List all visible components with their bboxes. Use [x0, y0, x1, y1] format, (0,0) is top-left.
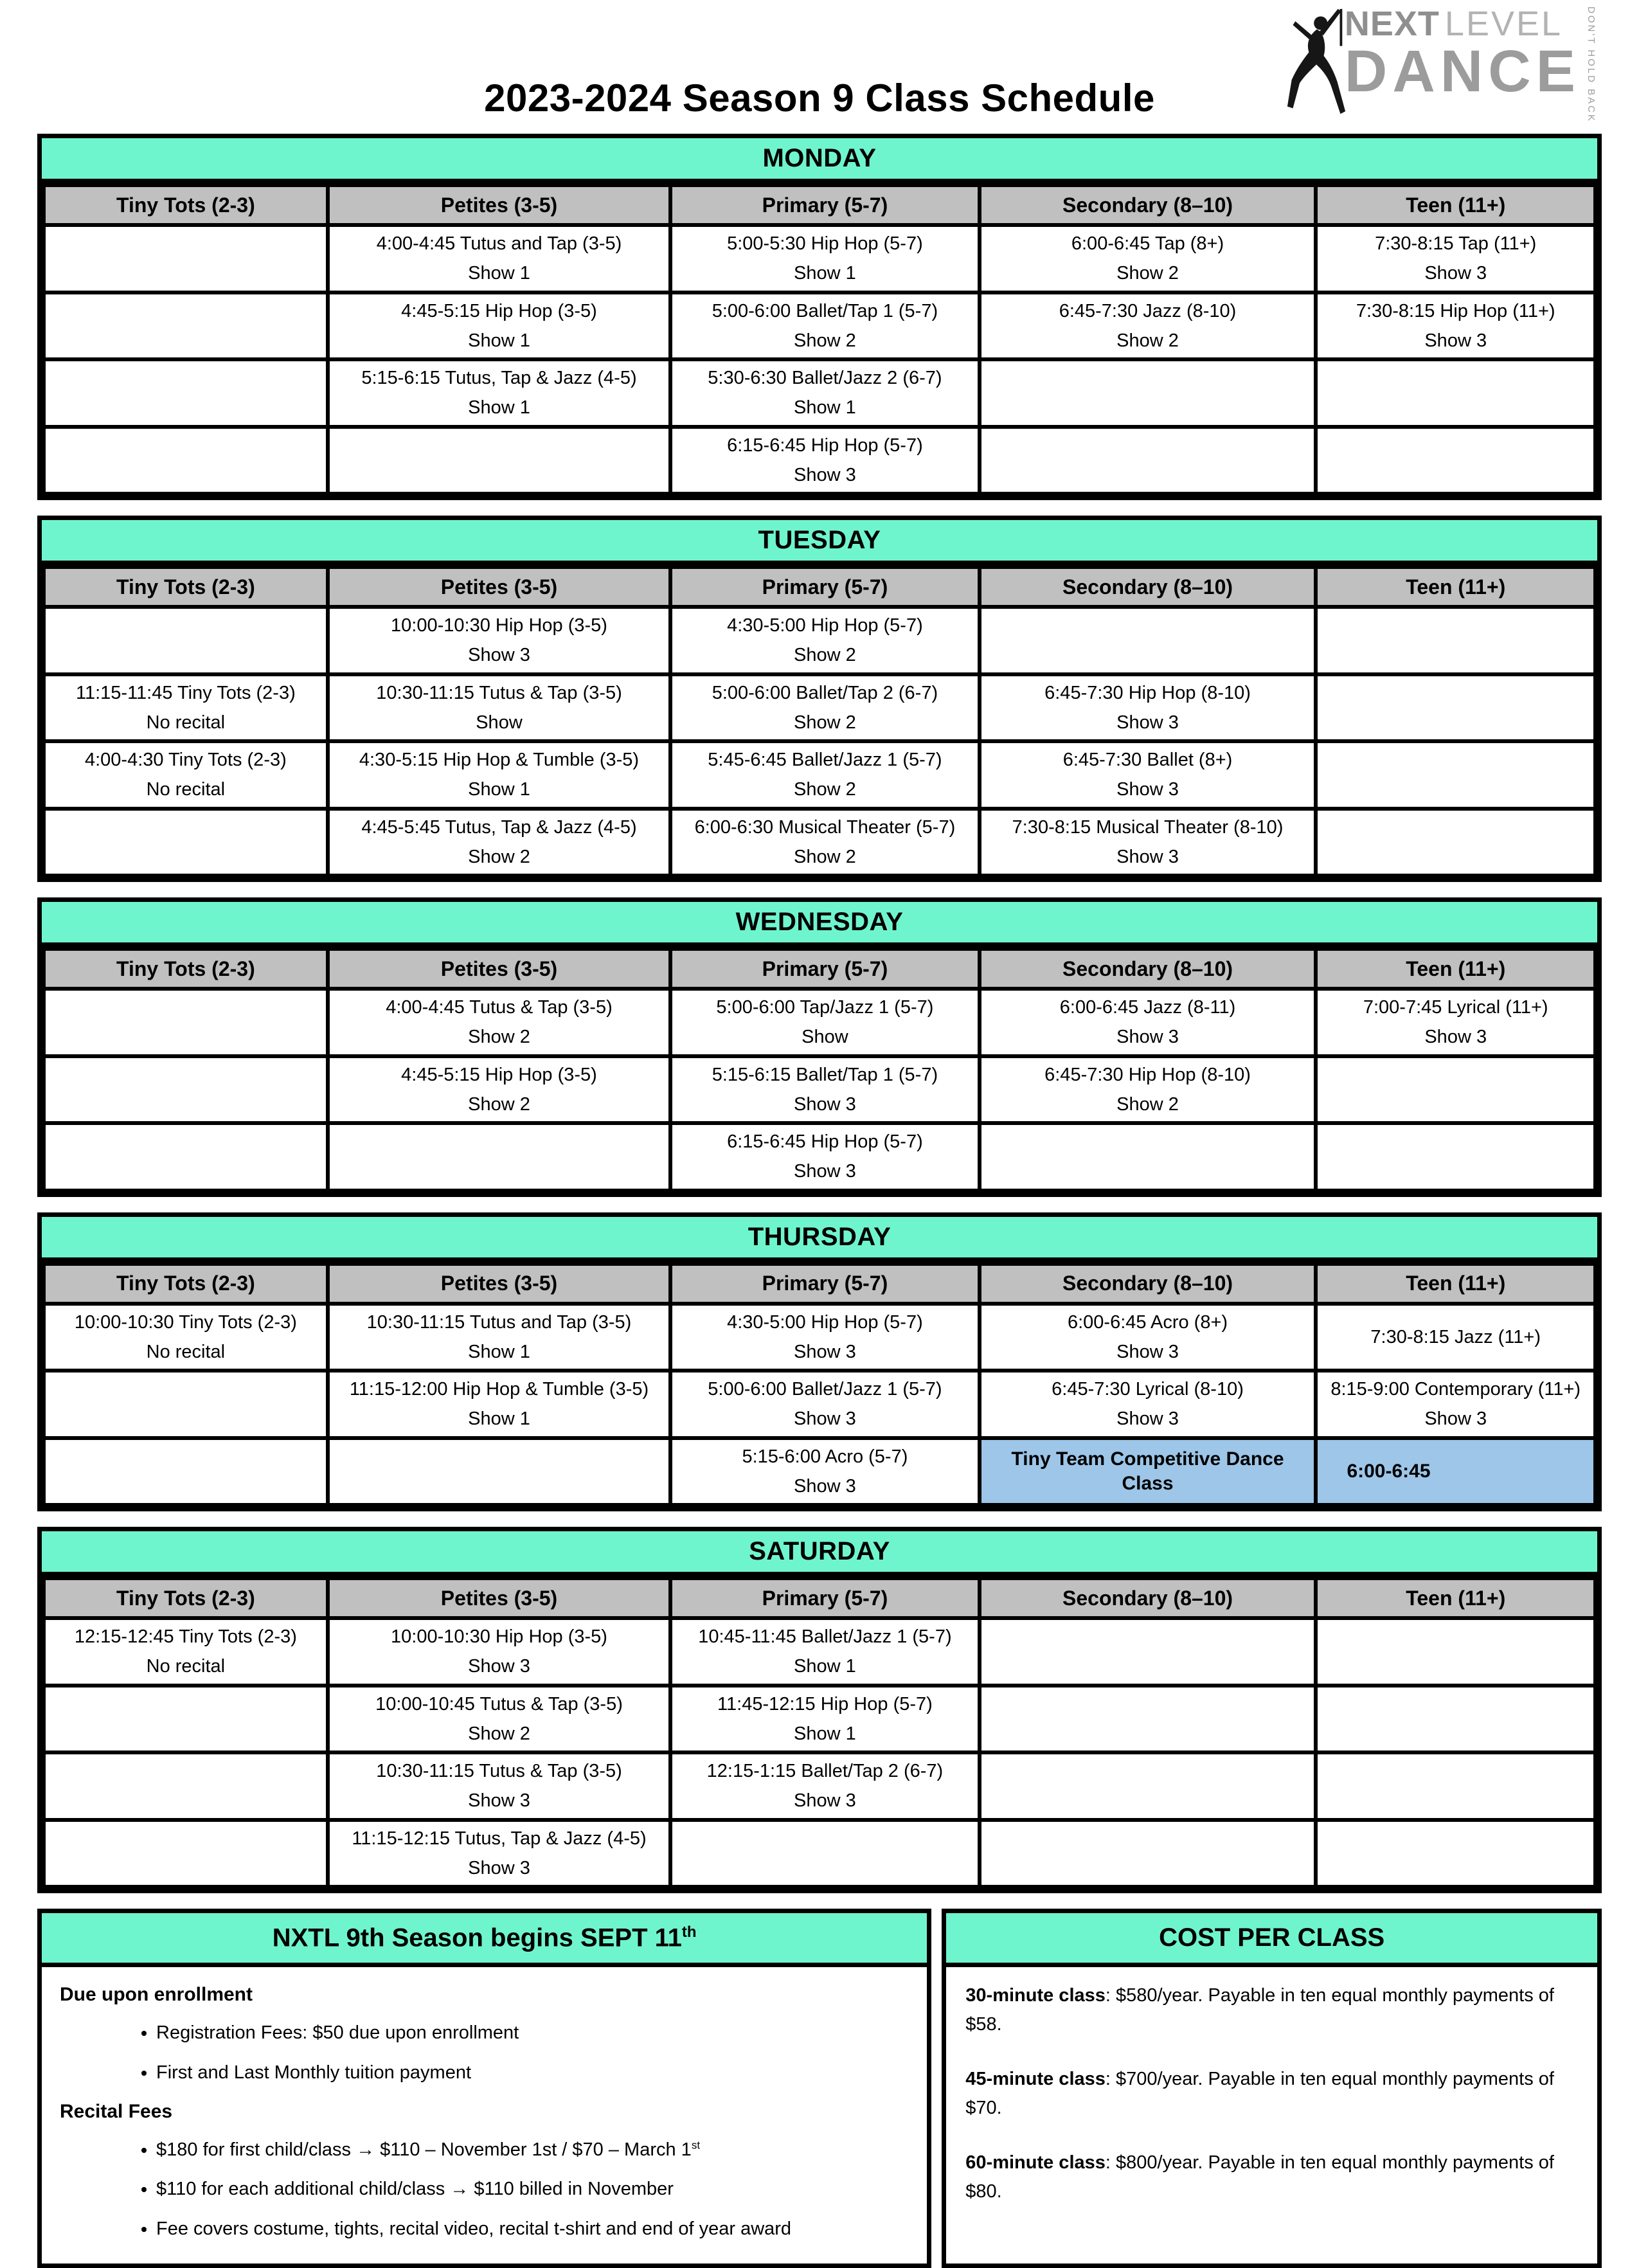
class-show-label: Show 1	[468, 1408, 530, 1430]
schedule-row	[44, 1752, 1595, 1820]
schedule-row	[44, 1371, 1595, 1438]
class-time-name: 6:00-6:45 Jazz (8-11)	[1059, 997, 1236, 1018]
class-cell	[670, 225, 979, 292]
class-cell	[328, 607, 670, 674]
class-cell	[670, 1686, 979, 1753]
class-cell	[670, 1123, 979, 1191]
class-cell	[44, 741, 328, 809]
class-cell	[328, 1686, 670, 1753]
class-time-name: 7:30-8:15 Jazz (11+)	[1370, 1326, 1541, 1347]
col-header-petites: Petites (3-5)	[328, 185, 670, 225]
class-show-label: Show 3	[1116, 1341, 1179, 1362]
class-time-name: 12:15-12:45 Tiny Tots (2-3)	[74, 1626, 297, 1647]
class-show-label: Show 3	[794, 1475, 856, 1497]
class-show-label: Show 2	[468, 1723, 530, 1744]
class-time-name: 10:30-11:15 Tutus and Tap (3-5)	[366, 1311, 632, 1333]
empty-cell	[1316, 1752, 1595, 1820]
class-show-label: Show 1	[794, 1656, 856, 1677]
class-cell	[670, 1752, 979, 1820]
class-cell	[44, 1304, 328, 1371]
class-show-label: Show 3	[794, 1341, 856, 1362]
class-cell	[670, 427, 979, 494]
cost-box-content	[946, 1967, 1597, 2238]
class-show-label: Show 1	[468, 1341, 530, 1362]
class-time-name: 10:00-10:30 Tiny Tots (2-3)	[74, 1311, 297, 1333]
schedule-row	[44, 1123, 1595, 1191]
class-show-label: Show 2	[468, 1027, 530, 1048]
column-header-row	[44, 949, 1595, 989]
class-show-label: Show 1	[794, 263, 856, 284]
class-show-label: Show 3	[1116, 1027, 1179, 1048]
class-cell	[1316, 292, 1595, 360]
class-show-label: Show 2	[794, 712, 856, 733]
schedule-row	[44, 674, 1595, 742]
empty-cell	[1316, 1618, 1595, 1686]
class-show-label: Show 3	[794, 1408, 856, 1430]
empty-cell	[1316, 1820, 1595, 1887]
class-show-label: No recital	[146, 1656, 226, 1677]
empty-cell	[980, 1618, 1316, 1686]
col-header-primary: Primary (5-7)	[670, 567, 979, 607]
fee-section-heading: Due upon enrollment	[60, 1984, 253, 2006]
empty-cell	[1316, 741, 1595, 809]
fee-section-heading: Recital Fees	[60, 2100, 173, 2122]
schedule-row	[44, 607, 1595, 674]
class-cell	[328, 1304, 670, 1371]
class-cell	[328, 1056, 670, 1124]
cost-item: 30-minute class: $580/year. Payable in ten equal monthly payments of $58.	[965, 1985, 1554, 2035]
class-time-name: 7:30-8:15 Hip Hop (11+)	[1356, 300, 1555, 321]
class-show-label: Show 1	[468, 330, 530, 351]
enrollment-box-content	[42, 1967, 927, 2263]
empty-cell	[328, 427, 670, 494]
col-header-teen: Teen (11+)	[1316, 949, 1595, 989]
enrollment-info-box	[37, 1909, 931, 2268]
class-cell	[328, 1820, 670, 1887]
empty-cell	[44, 1820, 328, 1887]
empty-cell	[1316, 607, 1595, 674]
col-header-secondary: Secondary (8–10)	[980, 567, 1316, 607]
day-banner: TUESDAY	[42, 520, 1597, 565]
class-show-label: Show 2	[468, 1094, 530, 1115]
schedule-row	[44, 427, 1595, 494]
class-time-name: 6:45-7:30 Ballet (8+)	[1062, 750, 1233, 770]
schedule-row	[44, 359, 1595, 427]
class-cell	[980, 989, 1316, 1056]
col-header-tiny-tots: Tiny Tots (2-3)	[44, 567, 328, 607]
class-show-label: Show 3	[468, 645, 530, 666]
day-banner: WEDNESDAY	[42, 902, 1597, 947]
schedule-row	[44, 225, 1595, 292]
class-show-label: Show 1	[468, 263, 530, 284]
class-cell	[670, 741, 979, 809]
logo-dance: DANCE	[1344, 39, 1581, 104]
class-show-label: Show 3	[794, 1790, 856, 1812]
empty-cell	[1316, 809, 1595, 876]
day-table-tuesday	[37, 516, 1602, 882]
day-banner: SATURDAY	[42, 1531, 1597, 1576]
col-header-petites: Petites (3-5)	[328, 567, 670, 607]
schedule-table	[42, 1576, 1597, 1889]
class-cell	[328, 741, 670, 809]
class-time-name: 4:30-5:00 Hip Hop (5-7)	[727, 615, 923, 636]
empty-cell	[44, 1752, 328, 1820]
class-time-name: 11:15-12:00 Hip Hop & Tumble (3-5)	[349, 1379, 649, 1400]
cost-box-title: COST PER CLASS	[946, 1913, 1597, 1967]
class-time-name: 6:45-7:30 Hip Hop (8-10)	[1044, 1064, 1251, 1085]
class-time-name: 8:15-9:00 Contemporary (11+)	[1330, 1379, 1581, 1400]
class-cell	[670, 674, 979, 742]
empty-cell	[1316, 359, 1595, 427]
col-header-primary: Primary (5-7)	[670, 185, 979, 225]
class-show-label: Show 2	[794, 645, 856, 666]
class-time-name: 11:15-11:45 Tiny Tots (2-3)	[76, 682, 296, 703]
col-header-teen: Teen (11+)	[1316, 1578, 1595, 1618]
fee-bullet: • $110 for each additional child/class → $110 billed in November	[156, 2177, 909, 2202]
schedule-row	[44, 1304, 1595, 1371]
class-time-name: 10:45-11:45 Ballet/Jazz 1 (5-7)	[698, 1626, 952, 1647]
class-show-label: Show 2	[1116, 263, 1179, 284]
empty-cell	[44, 1056, 328, 1124]
class-time-name: 5:00-6:00 Ballet/Tap 1 (5-7)	[712, 300, 938, 321]
empty-cell	[1316, 674, 1595, 742]
day-banner: MONDAY	[42, 138, 1597, 183]
class-show-label: Show 3	[468, 1857, 530, 1878]
fee-bullet: • Fee covers costume, tights, recital video, recital t-shirt and end of year award	[156, 2217, 909, 2242]
col-header-petites: Petites (3-5)	[328, 949, 670, 989]
class-cell	[328, 359, 670, 427]
class-show-label: Show 1	[468, 397, 530, 419]
column-header-row	[44, 1264, 1595, 1304]
schedule-row	[44, 1820, 1595, 1887]
empty-cell	[44, 1438, 328, 1506]
col-header-secondary: Secondary (8–10)	[980, 1578, 1316, 1618]
class-cell	[328, 225, 670, 292]
empty-cell	[1316, 427, 1595, 494]
class-time-name: 5:15-6:15 Ballet/Tap 1 (5-7)	[712, 1064, 938, 1085]
class-show-label: Show	[802, 1027, 848, 1048]
class-show-label: Show 3	[1116, 1408, 1179, 1430]
empty-cell	[44, 607, 328, 674]
class-time-name: 4:00-4:45 Tutus & Tap (3-5)	[386, 997, 613, 1018]
empty-cell	[980, 1820, 1316, 1887]
class-time-name: 4:30-5:00 Hip Hop (5-7)	[727, 1311, 923, 1333]
col-header-tiny-tots: Tiny Tots (2-3)	[44, 185, 328, 225]
empty-cell	[980, 359, 1316, 427]
class-time-name: 5:30-6:30 Ballet/Jazz 2 (6-7)	[708, 368, 942, 388]
class-time-name: 4:30-5:15 Hip Hop & Tumble (3-5)	[359, 750, 640, 770]
fee-list	[60, 2021, 909, 2085]
empty-cell	[1316, 1686, 1595, 1753]
cost-item: 60-minute class: $800/year. Payable in ten equal monthly payments of $80.	[965, 2152, 1554, 2202]
class-time-name: 6:45-7:30 Hip Hop (8-10)	[1044, 682, 1251, 703]
class-cell	[670, 1304, 979, 1371]
cost-item: 45-minute class: $700/year. Payable in ten equal monthly payments of $70.	[965, 2068, 1554, 2118]
class-time-name: 10:00-10:30 Hip Hop (3-5)	[391, 1626, 607, 1647]
class-show-label: Show 2	[794, 330, 856, 351]
class-show-label: Show 3	[1424, 1408, 1487, 1430]
class-cell	[670, 1056, 979, 1124]
class-cell	[980, 292, 1316, 360]
col-header-teen: Teen (11+)	[1316, 567, 1595, 607]
schedule-row	[44, 1618, 1595, 1686]
empty-cell	[980, 1123, 1316, 1191]
class-cell	[980, 809, 1316, 876]
class-cell	[44, 1618, 328, 1686]
fee-bullet: • $180 for first child/class → $110 – November 1st / $70 – March 1st	[156, 2138, 909, 2163]
class-cell	[980, 1438, 1316, 1506]
class-cell	[1316, 1438, 1595, 1506]
col-header-primary: Primary (5-7)	[670, 949, 979, 989]
class-time-name: 6:00-6:30 Musical Theater (5-7)	[694, 816, 956, 838]
class-cell	[44, 674, 328, 742]
class-show-label: Show 3	[468, 1656, 530, 1677]
class-cell	[980, 1304, 1316, 1371]
empty-cell	[44, 989, 328, 1056]
page-title: 2023-2024 Season 9 Class Schedule	[484, 76, 1155, 120]
logo-next: NEXT	[1344, 4, 1440, 43]
class-time-name: 11:15-12:15 Tutus, Tap & Jazz (4-5)	[352, 1828, 647, 1849]
day-banner: THURSDAY	[42, 1217, 1597, 1262]
class-time-name: 6:15-6:45 Hip Hop (5-7)	[727, 435, 923, 456]
class-show-label: No recital	[146, 712, 226, 733]
empty-cell	[44, 292, 328, 360]
class-cell	[328, 989, 670, 1056]
class-cell	[328, 1752, 670, 1820]
schedule-table	[42, 565, 1597, 878]
empty-cell	[44, 1123, 328, 1191]
empty-cell	[44, 1686, 328, 1753]
class-time-name: 10:00-10:30 Hip Hop (3-5)	[391, 615, 607, 636]
dancer-silhouette-icon	[1285, 6, 1347, 132]
empty-cell	[980, 1752, 1316, 1820]
class-cell	[980, 741, 1316, 809]
day-table-monday	[37, 134, 1602, 500]
class-cell	[980, 225, 1316, 292]
class-time-name: 4:00-4:30 Tiny Tots (2-3)	[84, 750, 287, 770]
class-cell	[980, 674, 1316, 742]
day-table-wednesday	[37, 897, 1602, 1197]
class-time-name: 11:45-12:15 Hip Hop (5-7)	[717, 1693, 933, 1715]
class-time-name: 12:15-1:15 Ballet/Tap 2 (6-7)	[706, 1761, 944, 1781]
schedule-row	[44, 1686, 1595, 1753]
logo-level: LEVEL	[1444, 4, 1563, 43]
class-show-label: Show 3	[468, 1790, 530, 1812]
class-time-name: 5:00-6:00 Ballet/Tap 2 (6-7)	[712, 682, 938, 703]
empty-cell	[1316, 1056, 1595, 1124]
empty-cell	[980, 1686, 1316, 1753]
col-header-teen: Teen (11+)	[1316, 185, 1595, 225]
col-header-primary: Primary (5-7)	[670, 1264, 979, 1304]
class-cell	[1316, 989, 1595, 1056]
class-show-label: Show 3	[1424, 330, 1487, 351]
class-cell	[980, 1056, 1316, 1124]
next-level-dance-logo	[1285, 6, 1597, 134]
class-time-name: 10:30-11:15 Tutus & Tap (3-5)	[376, 1761, 622, 1781]
class-time-name: 7:30-8:15 Tap (11+)	[1375, 233, 1537, 254]
class-time-name: 5:15-6:15 Tutus, Tap & Jazz (4-5)	[361, 368, 637, 388]
class-show-label: Show 3	[794, 1161, 856, 1182]
empty-cell	[980, 607, 1316, 674]
class-time-name: 5:45-6:45 Ballet/Jazz 1 (5-7)	[708, 750, 942, 770]
col-header-secondary: Secondary (8–10)	[980, 949, 1316, 989]
class-show-label: Show	[476, 712, 523, 733]
class-cell	[670, 292, 979, 360]
day-table-thursday	[37, 1212, 1602, 1512]
col-header-tiny-tots: Tiny Tots (2-3)	[44, 1578, 328, 1618]
class-cell	[328, 1371, 670, 1438]
class-time-name: 10:00-10:45 Tutus & Tap (3-5)	[375, 1693, 623, 1715]
schedule-row	[44, 809, 1595, 876]
schedule-row	[44, 1056, 1595, 1124]
column-header-row	[44, 185, 1595, 225]
class-cell	[328, 292, 670, 360]
class-time-name: 6:45-7:30 Jazz (8-10)	[1059, 300, 1237, 321]
col-header-teen: Teen (11+)	[1316, 1264, 1595, 1304]
fee-bullet: • First and Last Monthly tuition payment	[156, 2061, 909, 2085]
class-show-label: Show 2	[794, 779, 856, 800]
class-cell	[328, 674, 670, 742]
class-time-name: 6:45-7:30 Lyrical (8-10)	[1052, 1379, 1244, 1400]
class-time-name: 5:15-6:00 Acro (5-7)	[742, 1446, 908, 1467]
class-show-label: Show 2	[1116, 330, 1179, 351]
class-cell	[1316, 225, 1595, 292]
class-cell	[670, 1371, 979, 1438]
empty-cell	[44, 1371, 328, 1438]
empty-cell	[44, 225, 328, 292]
class-show-label: Show 2	[468, 846, 530, 867]
class-time-name: 5:00-6:00 Ballet/Jazz 1 (5-7)	[708, 1379, 942, 1400]
class-time-name: 7:00-7:45 Lyrical (11+)	[1363, 997, 1548, 1018]
logo-tagline: DON'T HOLD BACK	[1586, 6, 1597, 123]
class-show-label: No recital	[146, 779, 226, 800]
empty-cell	[44, 809, 328, 876]
class-cell	[980, 1371, 1316, 1438]
column-header-row	[44, 1578, 1595, 1618]
class-cell	[328, 809, 670, 876]
class-show-label: Show 3	[1116, 712, 1179, 733]
col-header-petites: Petites (3-5)	[328, 1578, 670, 1618]
column-header-row	[44, 567, 1595, 607]
schedule-row	[44, 292, 1595, 360]
class-time-name: 4:45-5:15 Hip Hop (3-5)	[401, 1064, 597, 1085]
logo-wordmark-top	[1345, 6, 1581, 41]
class-cell	[670, 607, 979, 674]
class-time-name: 4:45-5:45 Tutus, Tap & Jazz (4-5)	[361, 816, 637, 838]
col-header-secondary: Secondary (8–10)	[980, 1264, 1316, 1304]
class-show-label: Show 3	[794, 1094, 856, 1115]
class-show-label: Show 2	[1116, 1094, 1179, 1115]
class-time-name: 4:00-4:45 Tutus and Tap (3-5)	[376, 233, 622, 254]
col-header-petites: Petites (3-5)	[328, 1264, 670, 1304]
class-time-name: 6:00-6:45 Tap (8+)	[1071, 233, 1224, 254]
day-table-saturday	[37, 1527, 1602, 1893]
class-show-label: Show 1	[794, 1723, 856, 1744]
class-time-name: 6:00-6:45 Acro (8+)	[1067, 1311, 1228, 1333]
empty-cell	[328, 1438, 670, 1506]
class-cell	[670, 359, 979, 427]
class-show-label: Show 3	[1424, 1027, 1487, 1048]
class-cell	[1316, 1371, 1595, 1438]
empty-cell	[1316, 1123, 1595, 1191]
class-show-label: Show 2	[794, 846, 856, 867]
empty-cell	[670, 1820, 979, 1887]
class-cell	[670, 989, 979, 1056]
enrollment-box-title: NXTL 9th Season begins SEPT 11th	[42, 1913, 927, 1967]
col-header-tiny-tots: Tiny Tots (2-3)	[44, 1264, 328, 1304]
class-cell	[1316, 1304, 1595, 1371]
class-time-name: 6:15-6:45 Hip Hop (5-7)	[727, 1131, 923, 1152]
empty-cell	[328, 1123, 670, 1191]
empty-cell	[44, 427, 328, 494]
col-header-primary: Primary (5-7)	[670, 1578, 979, 1618]
class-cell	[670, 1618, 979, 1686]
class-cell	[670, 1438, 979, 1506]
class-time-name: 6:00-6:45	[1347, 1461, 1431, 1482]
col-header-secondary: Secondary (8–10)	[980, 185, 1316, 225]
fee-list	[60, 2138, 909, 2242]
class-show-label: Show 3	[1116, 846, 1179, 867]
class-time-name: 5:00-6:00 Tap/Jazz 1 (5-7)	[716, 997, 934, 1018]
footer-info-row	[37, 1909, 1602, 2268]
col-header-tiny-tots: Tiny Tots (2-3)	[44, 949, 328, 989]
class-show-label: Show 1	[468, 779, 530, 800]
class-show-label: Show 3	[1424, 263, 1487, 284]
cost-per-class-box	[942, 1909, 1602, 2268]
class-time-name: 5:00-5:30 Hip Hop (5-7)	[727, 233, 923, 254]
logo-text	[1344, 4, 1581, 104]
class-show-label: Show 3	[1116, 779, 1179, 800]
schedule-table	[42, 947, 1597, 1192]
class-show-label: Show 1	[794, 397, 856, 419]
empty-cell	[980, 427, 1316, 494]
class-time-name: 7:30-8:15 Musical Theater (8-10)	[1012, 816, 1284, 838]
class-show-label: Show 3	[794, 464, 856, 485]
fee-bullet: • Registration Fees: $50 due upon enrollment	[156, 2021, 909, 2046]
page-header	[37, 0, 1602, 134]
class-time-name: Tiny Team Competitive Dance Class	[1011, 1448, 1284, 1494]
schedule-table	[42, 1262, 1597, 1508]
class-cell	[328, 1618, 670, 1686]
schedule-row	[44, 741, 1595, 809]
class-time-name: 4:45-5:15 Hip Hop (3-5)	[401, 300, 597, 321]
class-show-label: No recital	[146, 1341, 226, 1362]
class-time-name: 10:30-11:15 Tutus & Tap (3-5)	[376, 682, 622, 703]
empty-cell	[44, 359, 328, 427]
schedule-table	[42, 183, 1597, 496]
schedule-row	[44, 989, 1595, 1056]
schedule-row	[44, 1438, 1595, 1506]
class-cell	[670, 809, 979, 876]
